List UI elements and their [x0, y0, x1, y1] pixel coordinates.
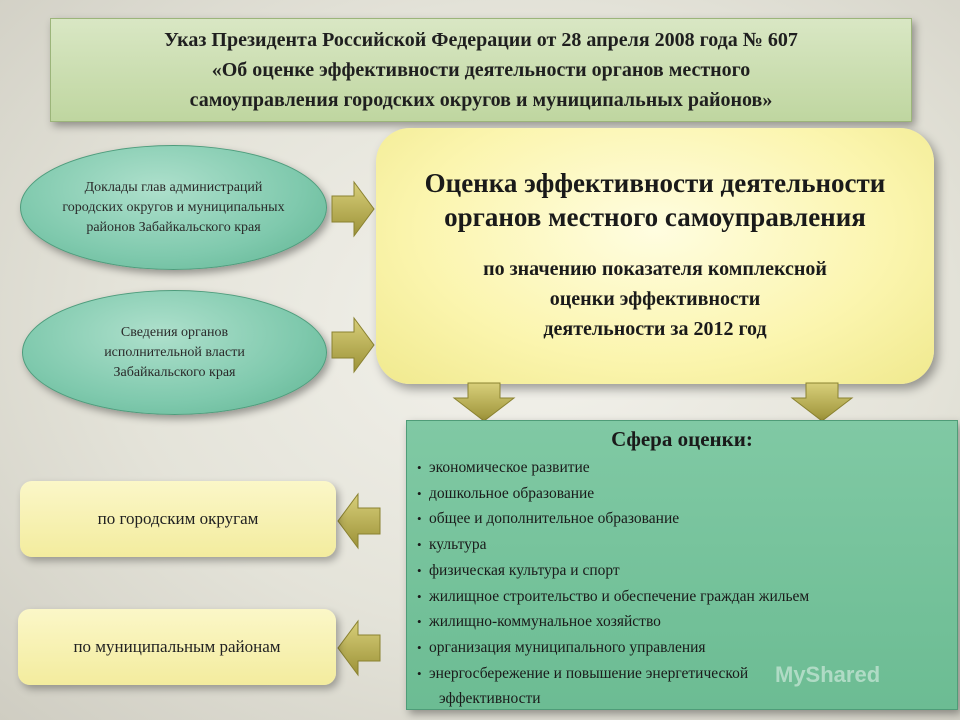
list-item: • физическая культура и спорт — [417, 561, 620, 579]
reports-source-ellipse — [20, 145, 327, 270]
executive-line1: Сведения органов — [120, 324, 229, 340]
main-sub-line1: по значению показателя комплексной — [483, 258, 827, 280]
list-item: • общее и дополнительное образование — [417, 510, 680, 528]
list-item: • жилищное строительство и обеспечение граждан жильем — [417, 587, 810, 605]
arrow-down-icon — [452, 382, 516, 422]
reports-line3: районов Забайкальского края — [86, 219, 261, 235]
main-title-line2: органов местного самоуправления — [444, 202, 866, 232]
municipal-districts-box — [18, 609, 336, 685]
list-item: • энергосбережение и повышение энергетической — [417, 664, 749, 682]
arrow-down-icon — [790, 382, 854, 422]
arrow-left-icon — [336, 619, 382, 677]
urban-districts-box — [20, 481, 336, 557]
municipal-districts-label: по муниципальным районам — [73, 637, 281, 656]
decree-title-line1: Указ Президента Российской Федерации от 28 апреля 2008 года № 607 — [164, 29, 798, 51]
arrow-left-icon — [336, 492, 382, 550]
executive-source-ellipse — [22, 290, 327, 415]
main-assessment-box — [376, 128, 934, 384]
executive-line2: исполнительной власти — [104, 344, 245, 360]
list-item: • дошкольное образование — [417, 484, 595, 502]
scope-title: Сфера оценки: — [611, 427, 753, 451]
main-sub-line2: оценки эффективности — [549, 288, 761, 310]
list-item: • экономическое развитие — [417, 459, 590, 476]
executive-line3: Забайкальского края — [113, 364, 236, 380]
urban-districts-label: по городским округам — [97, 509, 259, 528]
main-title-line1: Оценка эффективности деятельности — [424, 168, 886, 198]
list-item: • организация муниципального управления — [417, 638, 706, 656]
reports-line1: Доклады глав администраций — [84, 179, 263, 195]
decree-title-box — [50, 18, 912, 122]
list-item-continuation: эффективности — [439, 690, 541, 708]
list-item: • культура — [417, 536, 487, 554]
watermark-logo: MyShared — [775, 662, 881, 687]
reports-line2: городских округов и муниципальных — [62, 199, 285, 215]
decree-title-line2: «Об оценке эффективности деятельности органов местного — [211, 59, 751, 81]
main-sub-line3: деятельности за 2012 год — [543, 318, 767, 340]
arrow-right-icon — [330, 316, 376, 374]
arrow-right-icon — [330, 180, 376, 238]
decree-title-line3: самоуправления городских округов и муниципальных районов» — [189, 89, 773, 111]
list-item: • жилищно-коммунальное хозяйство — [417, 613, 661, 631]
